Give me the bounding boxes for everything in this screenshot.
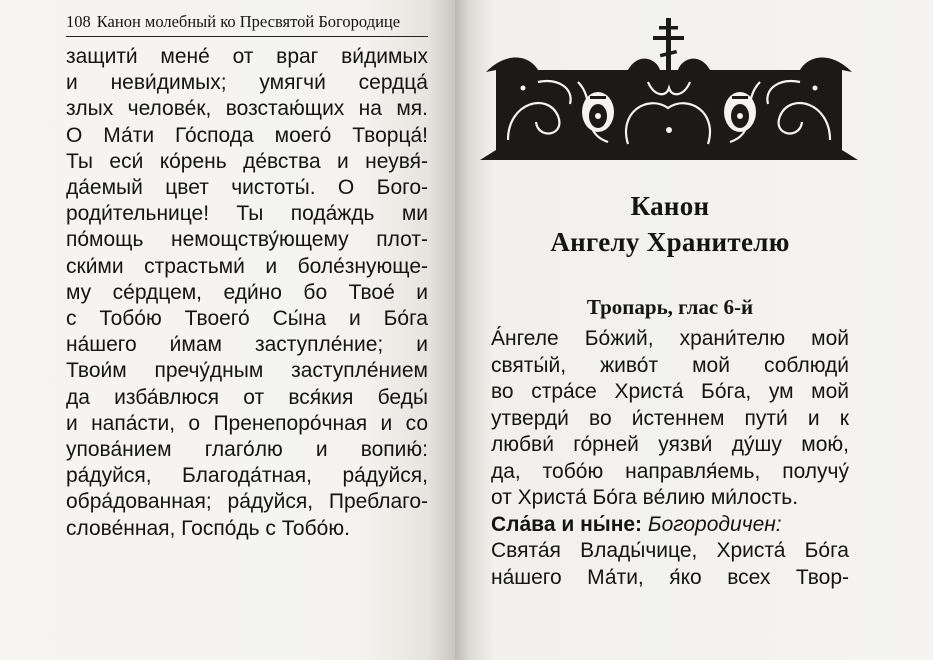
text-line: утверди́ во и́стеннем пути́ и к bbox=[491, 406, 849, 430]
theotokion-label: Богородичен: bbox=[647, 512, 782, 536]
page-number: 108 bbox=[66, 12, 91, 31]
right-page-text bbox=[491, 326, 849, 591]
text-line: А́нгеле Бо́жий, храни́телю мой bbox=[491, 327, 849, 350]
text-line: ски́ми страстьми́ и боле́знующе- bbox=[66, 254, 428, 278]
text-line: упова́нием глаго́лю и вопию́: bbox=[66, 438, 428, 462]
canon-title-line-2: Ангелу Хранителю bbox=[550, 227, 790, 257]
text-line: ра́дуйся, Благода́тная, ра́дуйся, bbox=[66, 464, 428, 488]
text-line: Свята́я Влады́чице, Христа́ Бо́га bbox=[491, 539, 849, 562]
running-head bbox=[66, 8, 428, 37]
text-line: с Тобо́ю Твоего́ Сы́на и Бо́га bbox=[66, 307, 428, 331]
troparion-heading: Тропарь, глас 6-й bbox=[586, 295, 754, 319]
text-line: по́мощь немощству́ющему плот- bbox=[66, 228, 428, 252]
text-line: обра́дованная; ра́дуйся, Преблаго- bbox=[66, 490, 428, 514]
text-line: да, тобо́ю направля́емь, получу́ bbox=[491, 459, 849, 483]
text-line: да изба́влюся от вся́кия беды́ bbox=[66, 385, 428, 409]
text-line: злых челове́к, возстаю́щих на мя. bbox=[66, 97, 428, 121]
running-head-title: Канон молебный ко Пресвятой Богородице bbox=[96, 12, 401, 31]
text-line: защити́ мене́ от враг ви́димых bbox=[66, 45, 428, 68]
text-line: во стра́се Христа́ Бо́га, ум мой bbox=[491, 380, 849, 403]
ornament-frame bbox=[480, 57, 858, 160]
text-line: от Христа́ Бо́га ве́лию ми́лость. bbox=[491, 486, 799, 509]
text-line: Твои́м пречу́дным заступле́нием bbox=[66, 359, 428, 383]
text-line: любви́ го́рней уязви́ ду́шу мою́, bbox=[491, 433, 849, 456]
text-line: на́шего Ма́ти, я́ко всех Твор- bbox=[491, 565, 849, 589]
text-line: святы́й, живо́т мой соблюди́ bbox=[491, 353, 849, 377]
canon-title bbox=[470, 188, 870, 260]
glory-label: Сла́ва и ны́не: bbox=[491, 512, 643, 536]
text-line: О Ма́ти Го́спода моего́ Творца́! bbox=[66, 123, 428, 147]
canon-title-line-1: Канон bbox=[630, 191, 710, 221]
text-line: на́шего и́мам заступле́ние; и bbox=[66, 333, 428, 357]
headpiece-ornament bbox=[478, 12, 860, 162]
text-line: Ты еси́ ко́рень де́вства и неувя́- bbox=[66, 149, 428, 173]
text-line: роди́тельнице! Ты пода́ждь ми bbox=[66, 202, 428, 226]
text-line: му се́рдцем, еди́но бо Твое́ и bbox=[66, 280, 428, 304]
text-line: и неви́димых; умягчи́ сердца́ bbox=[66, 71, 428, 95]
left-page-text bbox=[66, 44, 428, 542]
text-line: слове́нная, Госпо́дь с Тобо́ю. bbox=[66, 516, 350, 540]
glory-line bbox=[491, 512, 849, 539]
text-line: да́емый цвет чистоты́. О Бого- bbox=[66, 176, 428, 200]
text-line: и напа́сти, о Пренепоро́чная и со bbox=[66, 411, 428, 435]
